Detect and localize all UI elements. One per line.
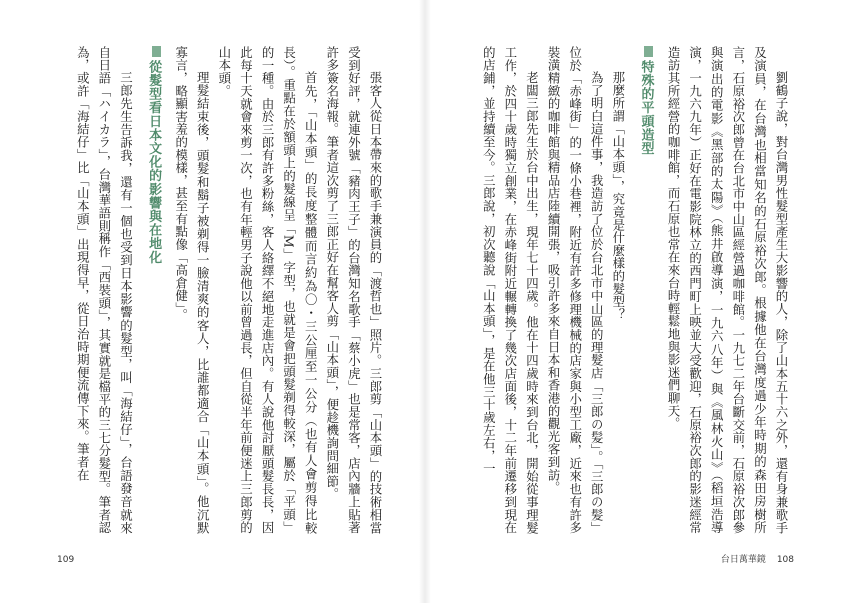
heading-marker-icon <box>152 46 161 57</box>
right-page-text <box>462 46 792 534</box>
right-footer <box>721 552 794 565</box>
section-heading-left-text: 從髮型看日本文化的影響與在地化 <box>146 60 162 264</box>
page-number-left: 109 <box>57 555 75 565</box>
left-paragraph-1: 張客人從日本帶來的歌手兼演員的「渡哲也」照片。三郎剪「山本頭」的技術相當受到好評，就連外號「豬肉王子」的台灣知名歌手「蔡小虎」也是常客，店內牆上貼著許多簽名海報。筆者這次剪了三郎正好在幫客人剪「山本頭」，便趁機詢問細節。 <box>324 46 383 534</box>
right-paragraph-2: 那麼所謂「山本頭」，究竟是什麼樣的髮型？ <box>610 70 626 321</box>
left-paragraph-4: 三郎先生告訴我，還有一個也受到日本影響的髮型，叫「海結仔」，台語發音就來自日語「ハイカラ」，台灣華語則稱作「西裝頭」，其實就是檔平的三七分髮型。筆者認為，或許「海結仔」比「山本頭」出現得早，從日治時期便流傳下來。筆者在 <box>75 46 134 534</box>
section-heading-right <box>635 46 657 534</box>
left-paragraph-2: 首先，「山本頭」的長度整體而言約為〇・三公厘至一公分（也有人會剪得比較長）。重點在於額頭上的髮線呈「M」字型，也就是會把頭髮剃得較深，屬於「平頭」的一種。由於三郎有許多粉絲，客人絡繹不絕地走進店內。有人說他討厭頭髮長長，因此每十天就會來剪一次，也有年輕男子說他以前曾過長，但自從半年前便迷上三郎剪的山本頭。 <box>216 46 319 534</box>
left-page-text <box>58 46 386 534</box>
book-title-footer: 台日萬華鏡 <box>720 555 766 565</box>
section-heading-left <box>142 46 164 534</box>
heading-marker-icon <box>644 46 653 57</box>
right-paragraph-1: 劉鶴子說，對台灣男性髮型產生大影響的人，除了山本五十六之外，還有身兼歌手及演員，在台灣也相當知名的石原裕次郎。根據他在台灣度過少年時期的森田房樹所言，石原裕次郎曾在台北市中山區經營過咖啡館。一九七二年台斷交前，石原裕次郎參與演出的電影《黑部的太陽》（熊井啟導演，一九六八年）與《風林火山》（稻垣浩導演，一九六九年）正好在電影院林立的西門町上映並大受歡迎，石原裕次郎的影迷經常造訪其所經營的咖啡館，而石原也常在來台時輕鬆地與影迷們聊天。 <box>666 46 789 534</box>
section-heading-right-text: 特殊的平頭造型 <box>638 60 654 156</box>
right-paragraph-4: 老闆三郎先生於台中出生，現年七十四歲。他在十四歲時來到台北，開始從事理髮工作，於四十歲時獨立創業，在赤峰街附近輾轉換了幾次店面後，十二年前遷移到現在的店鋪，並持續至今。三郎說，初次聽說「山本頭」，是在他三十歲左右，一 <box>481 46 540 534</box>
book-gutter <box>419 0 431 603</box>
right-paragraph-3: 為了明白這件事，我造訪了位於台北市中山區的理髮店「三郎の髪」。「三郎の髪」位於「赤峰街」的一條小巷裡，附近有許多修理機械的店家與小型工廠，近來也有許多裝潢精緻的咖啡館與精品店陸續開張，吸引許多來自日本和香港的觀光客到訪。 <box>546 46 605 534</box>
left-paragraph-3: 理髮結束後，頭髮和鬍子被剃得一臉清爽的客人，比誰都適合「山本頭」。他沉默寡言，略顯害羞的模樣，甚至有點像「高倉健」。 <box>173 46 211 534</box>
page-number-right: 108 <box>776 555 794 565</box>
